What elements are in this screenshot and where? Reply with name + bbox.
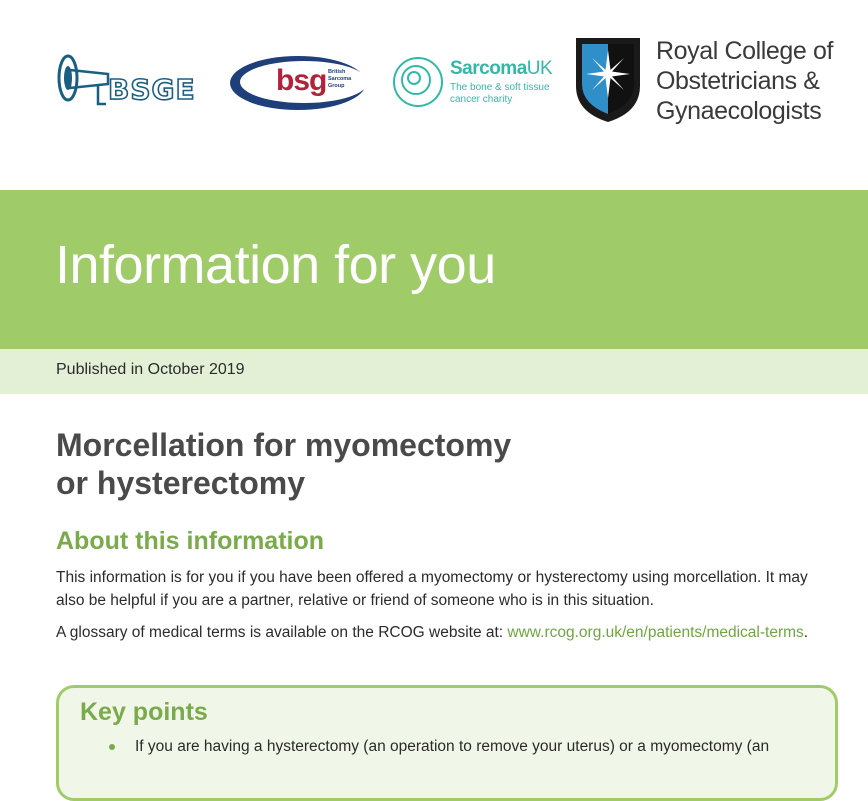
about-heading: About this information — [56, 527, 325, 555]
key-points-heading: Key points — [80, 698, 208, 726]
rcog-shield-icon — [574, 36, 642, 124]
bsge-emblem-icon — [56, 52, 116, 112]
sarcoma-uk-name: SarcomaUK — [450, 58, 553, 79]
bsg-logo-subtitle: British Sarcoma Group — [328, 69, 352, 89]
bullet-icon — [109, 744, 115, 750]
key-points-box — [56, 685, 838, 801]
logo-strip — [0, 0, 868, 190]
information-banner — [0, 190, 868, 349]
published-date: Published in October 2019 — [56, 361, 245, 378]
sarcoma-uk-logo — [392, 56, 557, 112]
banner-title: Information for you — [55, 235, 496, 295]
glossary-paragraph: A glossary of medical terms is available on the RCOG website at: www.rcog.org.uk/en/patients/medical-terms. — [56, 624, 809, 641]
bsge-logo-text: BSGE — [108, 73, 196, 106]
rcog-logo — [574, 36, 854, 128]
bsge-logo — [56, 52, 208, 112]
sarcoma-uk-tagline: The bone & soft tissue cancer charity — [450, 82, 550, 105]
key-point-item: If you are having a hysterectomy (an operation to remove your uterus) or a myomectomy (an — [135, 738, 770, 755]
sarcoma-rings-icon — [392, 56, 448, 112]
bsg-logo-text: bsg — [276, 64, 327, 97]
page-title: Morcellation for myomectomy or hysterectomy — [56, 427, 512, 501]
bsg-logo — [230, 54, 375, 112]
published-bar — [0, 349, 868, 394]
glossary-link[interactable]: www.rcog.org.uk/en/patients/medical-terms — [507, 624, 804, 641]
about-paragraph: This information is for you if you have been offered a myomectomy or hysterectomy using morcellation. It may also be helpful if you are a partner, relative or friend of someone who is in this situation. — [56, 569, 808, 609]
rcog-name: Royal College of Obstetricians & Gynaecologists — [656, 37, 834, 125]
